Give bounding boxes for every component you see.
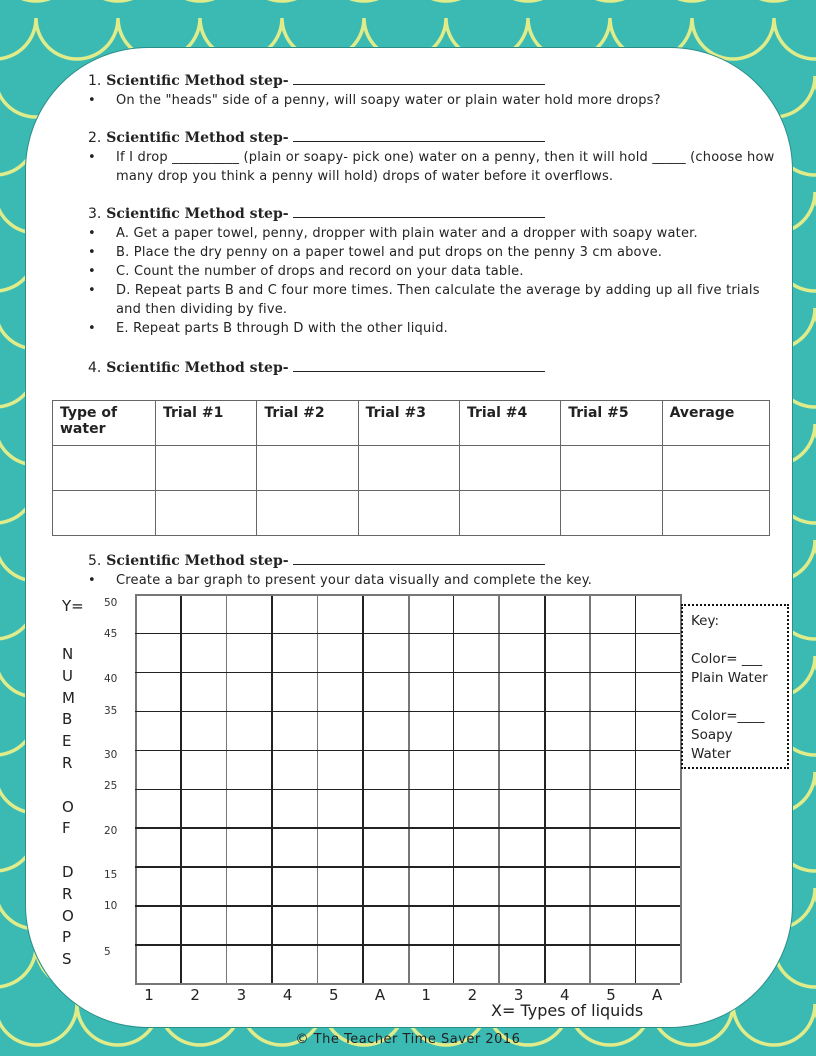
table-cell[interactable] xyxy=(53,491,156,536)
y-label-letter: O xyxy=(62,906,74,925)
section-number: 5. xyxy=(88,553,102,569)
x-tick-label: 1 xyxy=(144,986,154,1004)
bar-graph-grid[interactable] xyxy=(135,594,680,983)
grid-hline xyxy=(135,633,680,635)
y-label-letter: M xyxy=(62,688,75,707)
y-label-letter: S xyxy=(62,950,72,969)
table-row xyxy=(53,446,770,491)
y-tick-label: 15 xyxy=(104,869,118,881)
answer-blank[interactable] xyxy=(293,359,545,372)
grid-hline xyxy=(135,750,680,752)
x-tick-label: 2 xyxy=(190,986,200,1004)
y-label-letter: B xyxy=(62,710,73,729)
x-tick-label: 4 xyxy=(282,986,293,1004)
section-heading: Scientific Method step- xyxy=(106,206,289,222)
key-title: Key: xyxy=(691,613,720,629)
x-axis-label: X= Types of liquids xyxy=(491,1001,644,1020)
x-tick-label: 3 xyxy=(236,986,247,1004)
table-cell[interactable] xyxy=(561,491,662,536)
x-tick-label: 5 xyxy=(329,986,339,1004)
x-tick-label: 5 xyxy=(606,986,616,1004)
header-trial-3: Trial #3 xyxy=(358,401,459,446)
grid-hline xyxy=(135,983,680,985)
answer-blank[interactable] xyxy=(293,205,545,218)
key-name-plain: Plain Water xyxy=(691,670,768,686)
y-tick-label: 10 xyxy=(104,900,118,912)
bullet-item: • A. Get a paper towel, penny, dropper with plain water and a dropper with soapy water. xyxy=(88,224,784,243)
answer-blank[interactable] xyxy=(293,129,545,142)
y-label-letter: E xyxy=(62,732,72,751)
header-type-of-water: Type of water xyxy=(53,401,156,446)
data-table xyxy=(52,400,770,536)
bullet-item: • B. Place the dry penny on a paper towel and put drops on the penny 3 cm above. xyxy=(88,243,784,262)
y-tick-label: 30 xyxy=(104,749,118,761)
table-cell[interactable] xyxy=(257,446,358,491)
table-cell[interactable] xyxy=(662,491,769,536)
copyright-footer: © The Teacher Time Saver 2016 xyxy=(295,1032,521,1047)
bullet-item: • D. Repeat parts B and C four more times. Then calculate the average by adding up all five trials and then dividing by five. xyxy=(88,281,784,319)
table-cell[interactable] xyxy=(53,446,156,491)
section-number: 4. xyxy=(88,360,102,376)
bullet-item: • E. Repeat parts B through D with the other liquid. xyxy=(88,319,784,338)
x-tick-label: A xyxy=(374,986,386,1004)
key-name-soapy: Soapy Water xyxy=(691,727,733,762)
y-label-letter: N xyxy=(62,645,74,663)
table-cell[interactable] xyxy=(459,491,560,536)
table-cell[interactable] xyxy=(358,491,459,536)
grid-hline xyxy=(135,594,680,596)
y-label-letter: R xyxy=(62,884,73,903)
y-axis-prefix: Y= xyxy=(62,597,84,615)
section-4 xyxy=(88,359,545,378)
key-color-soapy[interactable]: Color=____ xyxy=(691,708,765,724)
table-row xyxy=(53,491,770,536)
grid-hline xyxy=(135,672,680,674)
section-5 xyxy=(88,552,592,590)
bullet-item: • On the "heads" side of a penny, will soapy water or plain water hold more drops? xyxy=(88,91,661,110)
y-tick-label: 40 xyxy=(104,673,118,685)
y-tick-label: 50 xyxy=(104,597,118,609)
section-heading: Scientific Method step- xyxy=(106,130,289,146)
answer-blank[interactable] xyxy=(293,72,545,85)
x-tick-label: 1 xyxy=(421,986,431,1004)
section-number: 3. xyxy=(88,206,102,222)
section-1 xyxy=(88,72,661,110)
table-header-row xyxy=(53,401,770,446)
header-trial-5: Trial #5 xyxy=(561,401,662,446)
graph-key xyxy=(681,604,789,769)
bullet-item: • Create a bar graph to present your data visually and complete the key. xyxy=(88,571,592,590)
bullet-item: • If I drop __________ (plain or soapy- pick one) water on a penny, then it will hold _____ (choose how many drop you think a penny will hold) drops of water before it overflows. xyxy=(88,148,784,186)
x-tick-label: 4 xyxy=(560,986,570,1004)
grid-hline xyxy=(135,789,680,791)
header-trial-4: Trial #4 xyxy=(459,401,560,446)
y-label-letter: U xyxy=(62,666,73,685)
table-cell[interactable] xyxy=(662,446,769,491)
section-number: 1. xyxy=(88,73,102,89)
y-label-letter: R xyxy=(62,754,73,772)
section-number: 2. xyxy=(88,130,102,146)
y-label-letter: D xyxy=(62,863,74,881)
grid-hline xyxy=(135,711,680,713)
section-heading: Scientific Method step- xyxy=(106,360,289,376)
table-cell[interactable] xyxy=(156,446,257,491)
y-tick-label: 25 xyxy=(104,780,118,792)
y-tick-label: 45 xyxy=(104,628,118,640)
header-trial-1: Trial #1 xyxy=(156,401,257,446)
section-3 xyxy=(88,205,784,338)
y-tick-label: 20 xyxy=(104,825,118,837)
y-tick-label: 35 xyxy=(104,705,118,717)
section-heading: Scientific Method step- xyxy=(106,73,289,89)
grid-hline xyxy=(135,866,680,868)
header-trial-2: Trial #2 xyxy=(257,401,358,446)
table-cell[interactable] xyxy=(358,446,459,491)
answer-blank[interactable] xyxy=(293,552,545,565)
section-heading: Scientific Method step- xyxy=(106,553,289,569)
x-tick-label: 3 xyxy=(513,986,524,1004)
header-average: Average xyxy=(662,401,769,446)
y-label-letter: F xyxy=(62,819,71,838)
table-cell[interactable] xyxy=(156,491,257,536)
table-cell[interactable] xyxy=(257,491,358,536)
y-tick-label: 5 xyxy=(104,946,111,958)
table-cell[interactable] xyxy=(459,446,560,491)
grid-hline xyxy=(135,827,680,829)
x-tick-label: 2 xyxy=(467,986,478,1004)
grid-hline xyxy=(135,905,680,907)
y-label-letter: O xyxy=(62,797,74,816)
bullet-item: • C. Count the number of drops and record on your data table. xyxy=(88,262,784,281)
grid-hline xyxy=(135,944,680,946)
table-cell[interactable] xyxy=(561,446,662,491)
x-tick-label: A xyxy=(652,986,663,1004)
y-label-letter: P xyxy=(62,928,72,947)
key-color-plain[interactable]: Color= ___ xyxy=(691,651,763,667)
section-2 xyxy=(88,129,784,186)
